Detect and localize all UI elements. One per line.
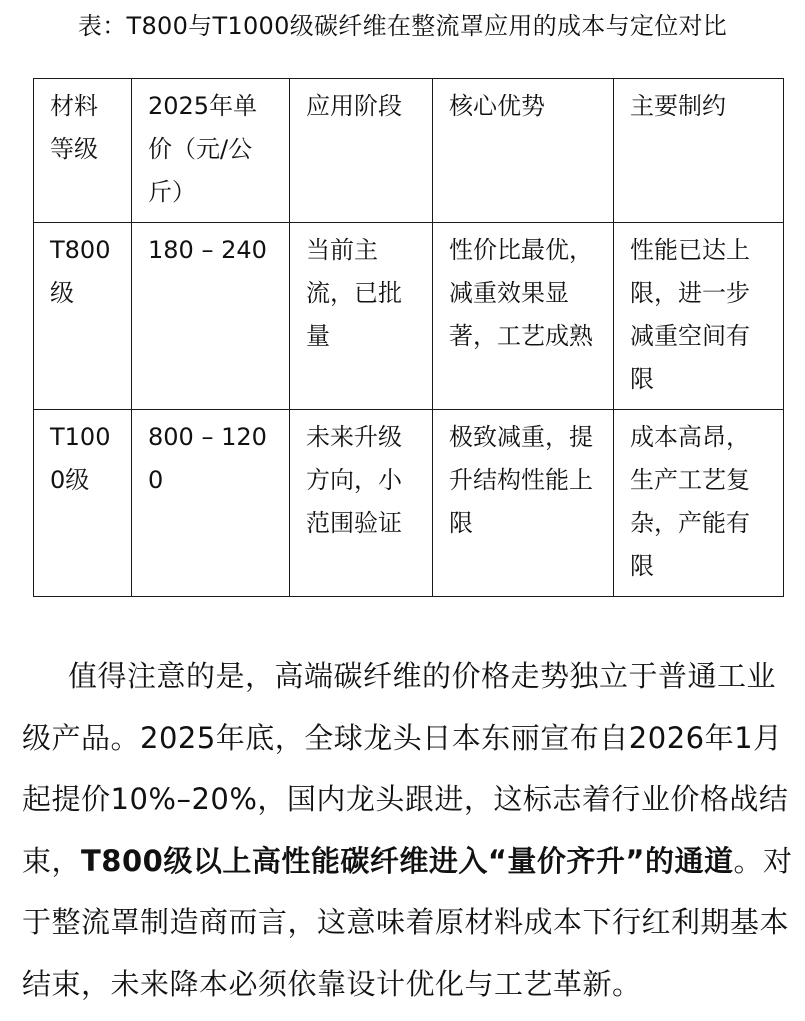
cell-main-constraint: 成本高昂，生产工艺复杂，产能有限 (614, 410, 784, 597)
table-caption: 表：T800与T1000级碳纤维在整流罩应用的成本与定位对比 (77, 12, 728, 40)
table-row (34, 410, 784, 597)
cell-unit-price: 180 – 240 (132, 223, 290, 410)
header-application-stage: 应用阶段 (290, 79, 433, 223)
paragraph-text-end: 。对于整流罩制造商而言，这意味着原材料成本下行红利期基本结束，未来降本必须依靠设计优化与工艺革新。 (22, 843, 793, 1001)
comparison-table (33, 78, 784, 597)
header-unit-price: 2025年单价（元/公斤） (132, 79, 290, 223)
body-paragraph (22, 646, 797, 1015)
cell-main-constraint: 性能已达上限，进一步减重空间有限 (614, 223, 784, 410)
cell-unit-price: 800 – 1200 (132, 410, 290, 597)
paragraph-text: 值得注意的是，高端碳纤维的价格走势独立于普通工业级产品。2025年底，全球龙头日本东丽宣布自2026年1月起提价10%–20%，国内龙头跟进，这标志着行业价格战结束， (22, 659, 789, 878)
cell-material-grade: T1000级 (34, 410, 132, 597)
header-main-constraint: 主要制约 (614, 79, 784, 223)
table-row (34, 223, 784, 410)
header-material-grade: 材料等级 (34, 79, 132, 223)
table-header-row (34, 79, 784, 223)
header-core-advantage: 核心优势 (433, 79, 614, 223)
cell-application-stage: 未来升级方向，小范围验证 (290, 410, 433, 597)
cell-application-stage: 当前主流，已批量 (290, 223, 433, 410)
cell-material-grade: T800级 (34, 223, 132, 410)
paragraph-bold-highlight: T800级以上高性能碳纤维进入“量价齐升”的通道 (81, 843, 734, 878)
cell-core-advantage: 极致减重，提升结构性能上限 (433, 410, 614, 597)
cell-core-advantage: 性价比最优，减重效果显著，工艺成熟 (433, 223, 614, 410)
